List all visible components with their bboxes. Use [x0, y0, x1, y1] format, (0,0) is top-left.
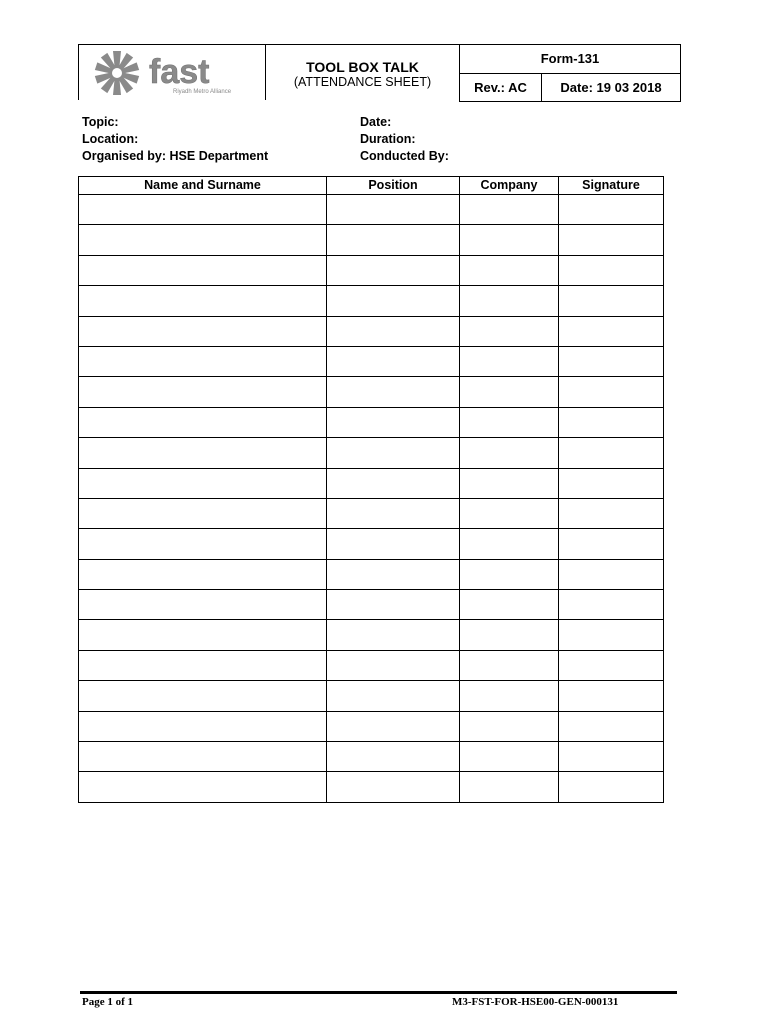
- table-row: [79, 468, 664, 498]
- star-icon: [95, 51, 139, 95]
- company-cell[interactable]: [460, 529, 559, 559]
- conducted-by-label: Conducted By:: [360, 149, 449, 163]
- signature-cell[interactable]: [559, 498, 664, 528]
- name-cell[interactable]: [79, 620, 327, 650]
- table-row: [79, 590, 664, 620]
- column-header-name: Name and Surname: [79, 177, 327, 195]
- company-cell[interactable]: [460, 711, 559, 741]
- position-cell[interactable]: [327, 620, 460, 650]
- name-cell[interactable]: [79, 468, 327, 498]
- signature-cell[interactable]: [559, 438, 664, 468]
- name-cell[interactable]: [79, 286, 327, 316]
- company-cell[interactable]: [460, 468, 559, 498]
- signature-cell[interactable]: [559, 681, 664, 711]
- position-cell[interactable]: [327, 529, 460, 559]
- name-cell[interactable]: [79, 316, 327, 346]
- footer-rule: [80, 991, 677, 994]
- position-cell[interactable]: [327, 286, 460, 316]
- signature-cell[interactable]: [559, 529, 664, 559]
- table-header-row: [79, 177, 664, 195]
- table-row: [79, 498, 664, 528]
- title-box: [266, 44, 459, 100]
- company-cell[interactable]: [460, 559, 559, 589]
- name-cell[interactable]: [79, 529, 327, 559]
- form-title: TOOL BOX TALK: [306, 59, 419, 75]
- fast-logo: [91, 49, 259, 99]
- table-row: [79, 255, 664, 285]
- company-cell[interactable]: [460, 346, 559, 376]
- date-label: Date:: [360, 115, 392, 129]
- name-cell[interactable]: [79, 559, 327, 589]
- position-cell[interactable]: [327, 742, 460, 772]
- position-cell[interactable]: [327, 316, 460, 346]
- name-cell[interactable]: [79, 650, 327, 680]
- company-cell[interactable]: [460, 650, 559, 680]
- signature-cell[interactable]: [559, 195, 664, 225]
- document-code: M3-FST-FOR-HSE00-GEN-000131: [452, 996, 619, 1008]
- table-row: [79, 225, 664, 255]
- position-cell[interactable]: [327, 498, 460, 528]
- company-cell[interactable]: [460, 498, 559, 528]
- company-cell[interactable]: [460, 620, 559, 650]
- name-cell[interactable]: [79, 225, 327, 255]
- page-number: Page 1 of 1: [82, 996, 134, 1008]
- company-cell[interactable]: [460, 772, 559, 802]
- company-cell[interactable]: [460, 590, 559, 620]
- company-cell[interactable]: [460, 407, 559, 437]
- duration-label: Duration:: [360, 132, 416, 146]
- company-cell[interactable]: [460, 681, 559, 711]
- signature-cell[interactable]: [559, 346, 664, 376]
- position-cell[interactable]: [327, 650, 460, 680]
- table-row: [79, 711, 664, 741]
- position-cell[interactable]: [327, 468, 460, 498]
- position-cell[interactable]: [327, 195, 460, 225]
- table-row: [79, 529, 664, 559]
- organised-by-label: Organised by: HSE Department: [82, 149, 269, 163]
- position-cell[interactable]: [327, 559, 460, 589]
- position-cell[interactable]: [327, 772, 460, 802]
- position-cell[interactable]: [327, 681, 460, 711]
- table-row: [79, 772, 664, 802]
- form-meta-box: [459, 44, 681, 102]
- table-row: [79, 316, 664, 346]
- revision: Rev.: AC: [460, 74, 542, 102]
- signature-cell[interactable]: [559, 772, 664, 802]
- position-cell[interactable]: [327, 255, 460, 285]
- name-cell[interactable]: [79, 590, 327, 620]
- signature-cell[interactable]: [559, 255, 664, 285]
- table-row: [79, 286, 664, 316]
- column-header-position: Position: [327, 177, 460, 195]
- name-cell[interactable]: [79, 498, 327, 528]
- column-header-company: Company: [460, 177, 559, 195]
- signature-cell[interactable]: [559, 590, 664, 620]
- company-cell[interactable]: [460, 438, 559, 468]
- location-label: Location:: [82, 132, 139, 146]
- company-cell[interactable]: [460, 377, 559, 407]
- attendance-table: [78, 176, 664, 803]
- table-row: [79, 195, 664, 225]
- revision-date: Date: 19 03 2018: [560, 80, 662, 95]
- position-cell[interactable]: [327, 377, 460, 407]
- signature-cell[interactable]: [559, 225, 664, 255]
- column-header-signature: Signature: [559, 177, 664, 195]
- signature-cell[interactable]: [559, 711, 664, 741]
- topic-label: Topic:: [82, 115, 119, 129]
- name-cell[interactable]: [79, 195, 327, 225]
- company-cell[interactable]: [460, 225, 559, 255]
- table-row: [79, 377, 664, 407]
- signature-cell[interactable]: [559, 407, 664, 437]
- position-cell[interactable]: [327, 407, 460, 437]
- company-cell[interactable]: [460, 316, 559, 346]
- name-cell[interactable]: [79, 681, 327, 711]
- name-cell[interactable]: [79, 346, 327, 376]
- signature-cell[interactable]: [559, 650, 664, 680]
- table-row: [79, 407, 664, 437]
- signature-cell[interactable]: [559, 316, 664, 346]
- name-cell[interactable]: [79, 438, 327, 468]
- position-cell[interactable]: [327, 346, 460, 376]
- name-cell[interactable]: [79, 377, 327, 407]
- logo-box: [78, 44, 266, 100]
- signature-cell[interactable]: [559, 620, 664, 650]
- company-cell[interactable]: [460, 286, 559, 316]
- name-cell[interactable]: [79, 711, 327, 741]
- name-cell[interactable]: [79, 255, 327, 285]
- table-row: [79, 346, 664, 376]
- table-row: [79, 438, 664, 468]
- company-cell[interactable]: [460, 255, 559, 285]
- form-number: Form-131: [460, 45, 680, 74]
- table-row: [79, 620, 664, 650]
- table-row: [79, 742, 664, 772]
- name-cell[interactable]: [79, 772, 327, 802]
- attendance-rows: [79, 195, 664, 803]
- position-cell[interactable]: [327, 711, 460, 741]
- signature-cell[interactable]: [559, 468, 664, 498]
- signature-cell[interactable]: [559, 742, 664, 772]
- table-row: [79, 681, 664, 711]
- logo-tagline: Riyadh Metro Alliance: [173, 89, 232, 95]
- name-cell[interactable]: [79, 407, 327, 437]
- signature-cell[interactable]: [559, 286, 664, 316]
- signature-cell[interactable]: [559, 377, 664, 407]
- position-cell[interactable]: [327, 225, 460, 255]
- company-cell[interactable]: [460, 742, 559, 772]
- position-cell[interactable]: [327, 438, 460, 468]
- company-cell[interactable]: [460, 195, 559, 225]
- logo-wordmark: fast: [149, 53, 210, 91]
- table-row: [79, 559, 664, 589]
- signature-cell[interactable]: [559, 559, 664, 589]
- name-cell[interactable]: [79, 742, 327, 772]
- position-cell[interactable]: [327, 590, 460, 620]
- form-subtitle: (ATTENDANCE SHEET): [293, 75, 432, 89]
- table-row: [79, 650, 664, 680]
- revision-row: [460, 74, 680, 102]
